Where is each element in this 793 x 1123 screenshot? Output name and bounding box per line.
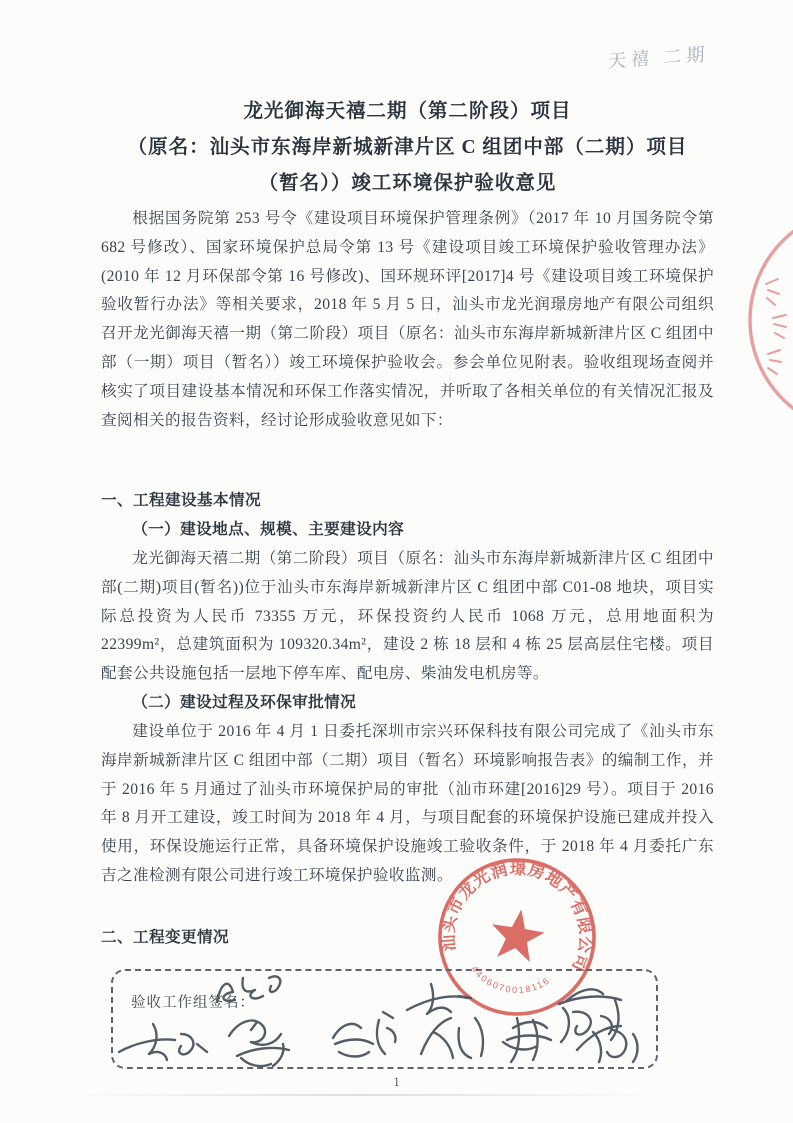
paragraph-approval-process: 建设单位于 2016 年 4 月 1 日委托深圳市宗兴环保科技有限公司完成了《汕头市东海岸新城新津片区 C 组团中部（二期）项目（暂名）环境影响报告表》的编制工作，并于 2016 年 5 月通过了汕头市环境保护局的审批（汕市环建[2016]29 号）。项目于 2016 年 8 月开工建设，竣工时间为 2018 年 4 月，与项目配套的环境保护设施已建成并投入使用，环保设施运行正常，具备环境保护设施竣工验收条件，于 2018 年 4 月委托广东吉之准检测有限公司进行竣工环境保护验收监测。: [101, 723, 714, 884]
paragraph-project-scale: 龙光御海天禧二期（第二阶段）项目（原名：汕头市东海岸新城新津片区 C 组团中部(二期)项目(暂名))位于汕头市东海岸新城新津片区 C 组团中部 C01-08 地块，项目实际总投资为人民币 73355 万元，环保投资约人民币 1068 万元，总用地面积为 22399m²，总建筑面积为 109320.34m²，建设 2 栋 18 层和 4 栋 25 层高层住宅楼。项目配套公共设施包括一层地下停车库、配电房、柴油发电机房等。: [101, 550, 714, 683]
seal-company-name: 汕头市龙光润璟房地产有限公司: [438, 858, 596, 976]
partial-edge-seal: [742, 228, 793, 414]
seal-star-icon: [487, 905, 547, 963]
seal-registration-number: 4406070018116: [469, 963, 553, 996]
signature-stroke: [217, 976, 280, 1002]
scan-artifact-streak: [60, 1094, 660, 1096]
signature-stroke: [119, 1024, 207, 1060]
heading-section-1: 一、工程建设基本情况: [101, 492, 261, 509]
handwritten-signatures: [95, 958, 685, 1088]
signature-stroke: [421, 1018, 483, 1058]
heading-section-2: 二、工程变更情况: [101, 929, 229, 946]
handwritten-pencil-note: 天禧 二期: [607, 44, 710, 72]
heading-section-1-1: （一）建设地点、规模、主要建设内容: [132, 521, 405, 538]
signature-stroke: [229, 1021, 289, 1066]
title-line-2: （原名：汕头市东海岸新城新津片区 C 组团中部（二期）项目: [127, 137, 688, 158]
signature-box-label: 验收工作组签名：: [131, 995, 255, 1011]
signature-stroke: [503, 1018, 551, 1062]
signature-stroke: [559, 989, 621, 1042]
heading-section-1-2: （二）建设过程及环保审批情况: [132, 694, 357, 711]
title-line-3: （暂名））竣工环境保护验收意见: [258, 173, 557, 194]
page-number: 1: [393, 1074, 400, 1089]
title-line-1: 龙光御海天禧二期（第二阶段）项目: [243, 101, 572, 122]
signature-stroke: [333, 1012, 396, 1057]
document-title: [101, 94, 714, 202]
signature-stroke: [407, 984, 471, 1014]
paragraph-legal-basis: 根据国务院第 253 号令《建设项目环境保护管理条例》（2017 年 10 月国务院令第 682 号修改）、国家环境保护总局令第 13 号《建设项目竣工环境保护验收管理办法》(2010 年 12 月环保部令第 16 号修改)、国环规环评[2017]4 号《建设项目竣工环境保护验收暂行办法》等相关要求，2018 年 5 月 5 日，汕头市龙光润璟房地产有限公司组织召开龙光御海天禧一期（第二阶段）项目（原名：汕头市东海岸新城新津片区 C 组团中部（一期）项目（暂名））竣工环境保护验收会。参会单位见附表。验收组现场查阅并核实了项目建设基本情况和环保工作落实情况，并听取了各相关单位的有关情况汇报及查阅相关的报告资料，经讨论形成验收意见如下：: [101, 210, 714, 429]
